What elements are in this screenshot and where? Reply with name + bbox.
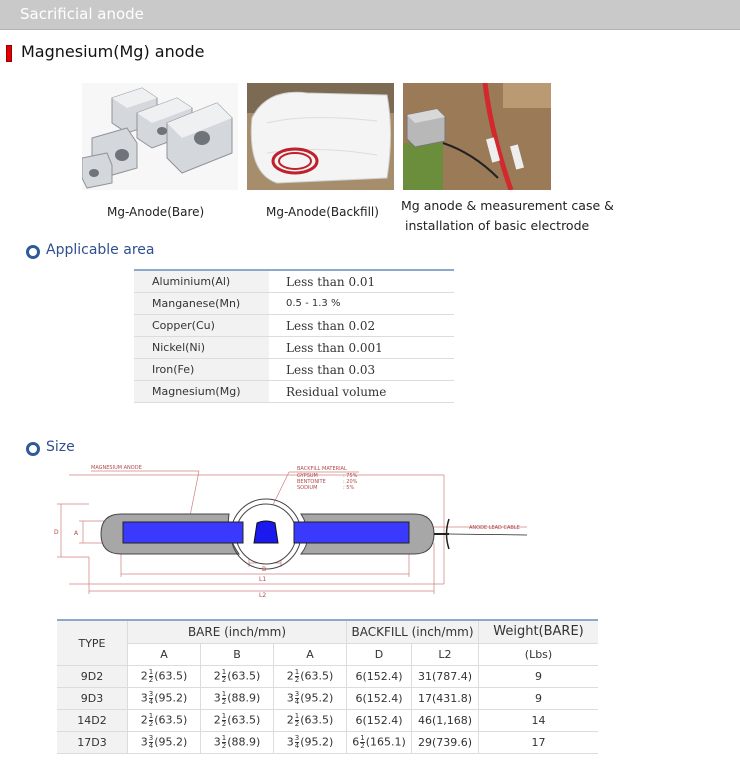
installation-photo: [403, 83, 551, 190]
gypsum-pct: : 75%: [343, 473, 358, 479]
a-cell: 2 $\frac{1}{2}$ (63.5): [128, 666, 201, 688]
table-row: [134, 270, 454, 293]
weight-cell: 17: [479, 732, 599, 754]
bentonite-label: BENTONITE: [297, 479, 326, 485]
applicable-area-title: Applicable area: [46, 242, 155, 258]
value-cell: 0.5 - 1.3 %: [269, 293, 454, 315]
bentonite-pct: : 20%: [343, 479, 358, 485]
type-cell: 14D2: [57, 710, 128, 732]
sub-header-a: A: [128, 643, 201, 666]
d-cell: 6(152.4): [347, 688, 412, 710]
table-row: [134, 315, 454, 337]
bare-header: BARE (inch/mm): [128, 620, 347, 643]
backfill-anode-photo: [247, 83, 394, 190]
bare-anode-photo: [82, 83, 238, 190]
element-cell: Manganese(Mn): [134, 293, 269, 315]
backfill-header: BACKFILL (inch/mm): [347, 620, 479, 643]
anode-diagram: [49, 459, 547, 609]
composition-table: [134, 269, 454, 403]
installation-caption-line2: installation of basic electrode: [405, 218, 590, 233]
b-cell: 3 $\frac{1}{2}$ (88.9): [201, 688, 274, 710]
type-cell: 9D2: [57, 666, 128, 688]
type-header: TYPE: [57, 620, 128, 666]
l2-cell: 29(739.6): [412, 732, 479, 754]
weight-cell: 9: [479, 688, 599, 710]
a-cell: 2 $\frac{1}{2}$ (63.5): [128, 710, 201, 732]
table-row: [134, 337, 454, 359]
weight-cell: 9: [479, 666, 599, 688]
sub-header-lbs: (Lbs): [479, 643, 599, 666]
dim-a-label: A: [74, 530, 79, 537]
bare-caption: Mg-Anode(Bare): [107, 205, 205, 219]
magnesium-anode-label: MAGNESIUM ANODE: [91, 465, 142, 471]
heading-marker: [6, 45, 12, 62]
table-row: [57, 688, 598, 710]
a-cell: 2 $\frac{1}{2}$ (63.5): [274, 710, 347, 732]
table-row: [57, 732, 598, 754]
value-cell: Less than 0.01: [269, 270, 454, 293]
d-cell: 6(152.4): [347, 710, 412, 732]
sub-header-d: D: [347, 643, 412, 666]
table-row: [57, 666, 598, 688]
top-banner: [0, 0, 740, 30]
table-row: [57, 710, 598, 732]
installation-caption-line1: Mg anode & measurement case &: [401, 198, 614, 213]
l2-cell: 17(431.8): [412, 688, 479, 710]
b-cell: 3 $\frac{1}{2}$ (88.9): [201, 732, 274, 754]
b-cell: 2 $\frac{1}{2}$ (63.5): [201, 666, 274, 688]
a-cell: 3 $\frac{3}{4}$ (95.2): [128, 688, 201, 710]
sodium-pct: : 5%: [343, 485, 355, 491]
dim-l2-label: L2: [259, 592, 267, 599]
gypsum-label: GYPSUM: [297, 473, 318, 479]
value-cell: Residual volume: [269, 381, 454, 403]
dim-b-label: B: [262, 566, 267, 573]
bullet-icon: [26, 245, 40, 259]
section-title: Magnesium(Mg) anode: [21, 42, 205, 61]
a-cell: 2 $\frac{1}{2}$ (63.5): [274, 666, 347, 688]
a-cell: 3 $\frac{3}{4}$ (95.2): [274, 732, 347, 754]
table-row: [134, 381, 454, 403]
a-cell: 3 $\frac{3}{4}$ (95.2): [274, 688, 347, 710]
sodium-label: SODIUM: [297, 485, 318, 491]
a-cell: 3 $\frac{3}{4}$ (95.2): [128, 732, 201, 754]
backfill-caption: Mg-Anode(Backfill): [266, 205, 379, 219]
element-cell: Magnesium(Mg): [134, 381, 269, 403]
d-cell: 6 $\frac{1}{2}$ (165.1): [347, 732, 412, 754]
element-cell: Iron(Fe): [134, 359, 269, 381]
dim-d-label: D: [54, 529, 59, 536]
banner-title: Sacrificial anode: [20, 5, 144, 23]
value-cell: Less than 0.02: [269, 315, 454, 337]
sub-header-a: A: [274, 643, 347, 666]
weight-header: Weight(BARE): [479, 620, 599, 643]
l2-cell: 46(1,168): [412, 710, 479, 732]
type-cell: 9D3: [57, 688, 128, 710]
value-cell: Less than 0.03: [269, 359, 454, 381]
bullet-icon: [26, 442, 40, 456]
l2-cell: 31(787.4): [412, 666, 479, 688]
value-cell: Less than 0.001: [269, 337, 454, 359]
sub-header-b: B: [201, 643, 274, 666]
element-cell: Aluminium(Al): [134, 270, 269, 293]
b-cell: 2 $\frac{1}{2}$ (63.5): [201, 710, 274, 732]
dim-l1-label: L1: [259, 576, 267, 583]
d-cell: 6(152.4): [347, 666, 412, 688]
table-row: [134, 293, 454, 315]
sub-header-l2: L2: [412, 643, 479, 666]
element-cell: Nickel(Ni): [134, 337, 269, 359]
size-table: [57, 619, 598, 754]
backfill-material-label: BACKFILL MATERIAL: [297, 466, 347, 472]
lead-cable-label: ANODE LEAD CABLE: [469, 525, 520, 531]
weight-cell: 14: [479, 710, 599, 732]
type-cell: 17D3: [57, 732, 128, 754]
element-cell: Copper(Cu): [134, 315, 269, 337]
table-row: [134, 359, 454, 381]
size-title: Size: [46, 439, 75, 455]
